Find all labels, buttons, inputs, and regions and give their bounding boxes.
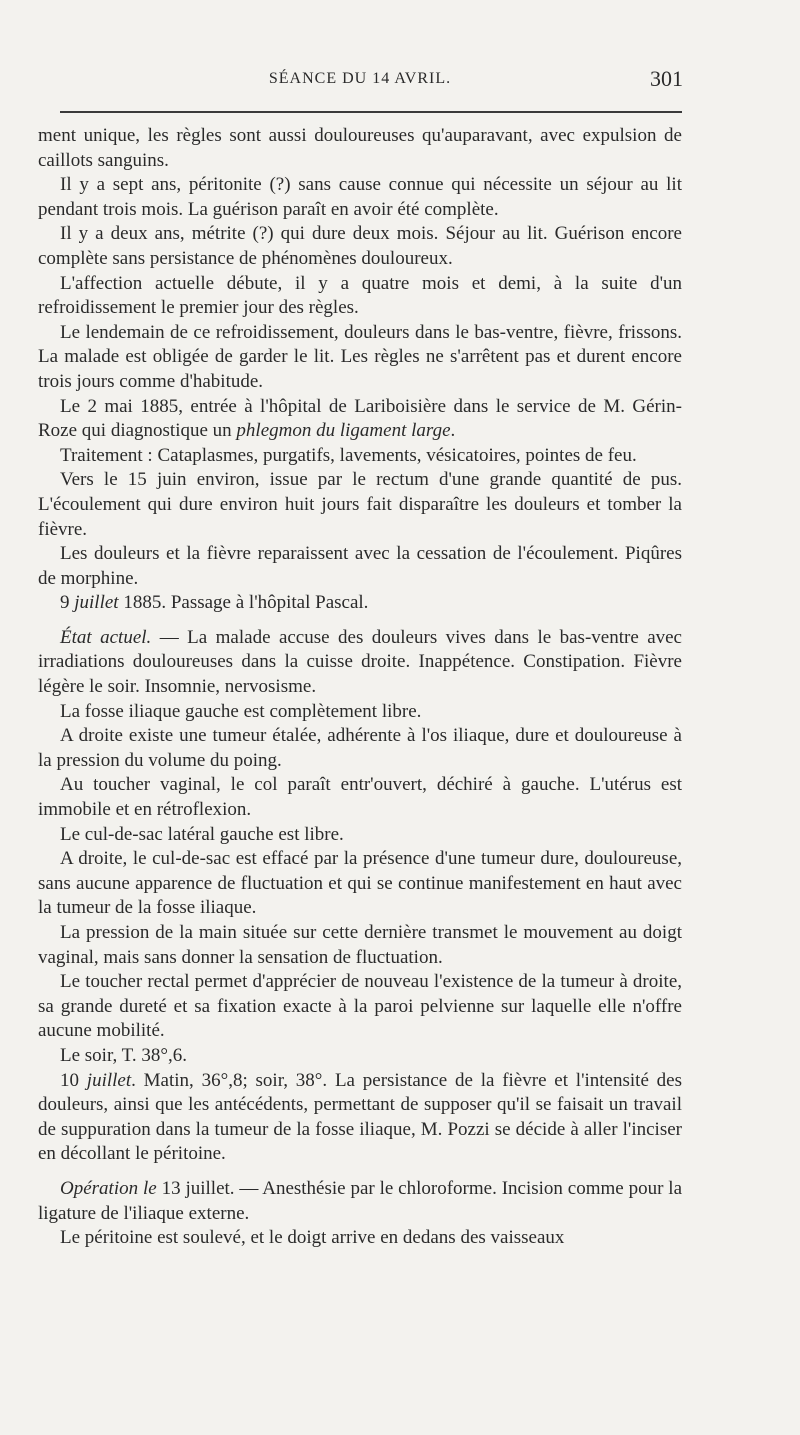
paragraph: Le soir, T. 38°,6.: [60, 1044, 187, 1066]
paragraph: A droite existe une tumeur étalée, adhérente à l'os iliaque, dure et douloureuse à la pression du volume du poing.: [38, 725, 682, 771]
paragraph: La fosse iliaque gauche est complètement libre.: [60, 700, 422, 722]
paragraph: Opération le 13 juillet. — Anesthésie par le chloroforme. Incision comme pour la ligature de l'iliaque externe.: [38, 1177, 682, 1224]
paragraph: Le toucher rectal permet d'apprécier de nouveau l'existence de la tumeur à droite, sa grande dureté et sa fixation exacte à la paroi pelvienne sur laquelle elle n'offre aucune mobilité.: [38, 971, 682, 1042]
paragraph: La pression de la main située sur cette dernière transmet le mouvement au doigt vaginal, mais sans donner la sensation de fluctuation.: [38, 922, 682, 968]
italic-diagnosis: phlegmon du ligament large: [236, 420, 451, 442]
paragraph: Il y a deux ans, métrite (?) qui dure deux mois. Séjour au lit. Guérison encore complète sans persistance de phénomènes douloureux.: [38, 223, 682, 269]
paragraph: 9 juillet 1885. Passage à l'hôpital Pascal.: [60, 592, 369, 614]
body-text: [38, 124, 682, 1251]
running-head: SÉANCE DU 14 AVRIL.: [268, 70, 452, 87]
header-rule: [60, 111, 682, 113]
paragraph: Le lendemain de ce refroidissement, douleurs dans le bas-ventre, fièvre, frissons. La malade est obligée de garder le lit. Les règles ne s'arrêtent pas et durent encore trois jours comme d'habitude.: [38, 321, 682, 392]
italic-section-title: Opération le: [60, 1177, 157, 1199]
italic-date: juillet: [74, 592, 119, 614]
page-number: 301: [650, 66, 683, 91]
italic-date: juillet: [86, 1069, 132, 1091]
italic-section-title: État actuel.: [60, 626, 152, 648]
page-header: [35, 66, 685, 96]
paragraph: Au toucher vaginal, le col paraît entr'ouvert, déchiré à gauche. L'utérus est immobile et en rétroflexion.: [38, 774, 682, 821]
paragraph: Il y a sept ans, péritonite (?) sans cause connue qui nécessite un séjour au lit pendant trois mois. La guérison paraît en avoir été complète.: [38, 174, 682, 220]
paragraph: 10 juillet. Matin, 36°,8; soir, 38°. La persistance de la fièvre et l'intensité des douleurs, ainsi que les antécédents, permettant de supposer qu'il se faisait un travail de suppuration dans la tumeur de la fosse iliaque, M. Pozzi se décide à aller l'inciser en décollant le péritoine.: [38, 1069, 682, 1165]
paragraph: État actuel. — La malade accuse des douleurs vives dans le bas-ventre avec irradiations douloureuses dans la cuisse droite. Inappétence. Constipation. Fièvre légère le soir. Insomnie, nervosisme.: [38, 626, 682, 698]
paragraph: Le 2 mai 1885, entrée à l'hôpital de Lariboisière dans le service de M. Gérin-Roze qui diagnostique un phlegmon du ligament large.: [38, 395, 682, 442]
paragraph: A droite, le cul-de-sac est effacé par la présence d'une tumeur dure, douloureuse, sans aucune apparence de fluctuation et qui se continue manifestement en haut avec la tumeur de la fosse iliaque.: [38, 848, 682, 919]
paragraph: ment unique, les règles sont aussi douloureuses qu'auparavant, avec expulsion de caillots sanguins.: [38, 125, 682, 171]
paragraph: Le péritoine est soulevé, et le doigt arrive en dedans des vaisseaux: [60, 1227, 565, 1249]
paragraph: Traitement : Cataplasmes, purgatifs, lavements, vésicatoires, pointes de feu.: [60, 444, 637, 466]
paragraph: Vers le 15 juin environ, issue par le rectum d'une grande quantité de pus. L'écoulement qui dure environ huit jours fait disparaître les douleurs et tomber la fièvre.: [38, 469, 682, 540]
paragraph: L'affection actuelle débute, il y a quatre mois et demi, à la suite d'un refroidissement le premier jour des règles.: [38, 272, 682, 319]
paragraph: Les douleurs et la fièvre reparaissent avec la cessation de l'écoulement. Piqûres de morphine.: [38, 543, 682, 589]
paragraph: Le cul-de-sac latéral gauche est libre.: [60, 823, 344, 845]
